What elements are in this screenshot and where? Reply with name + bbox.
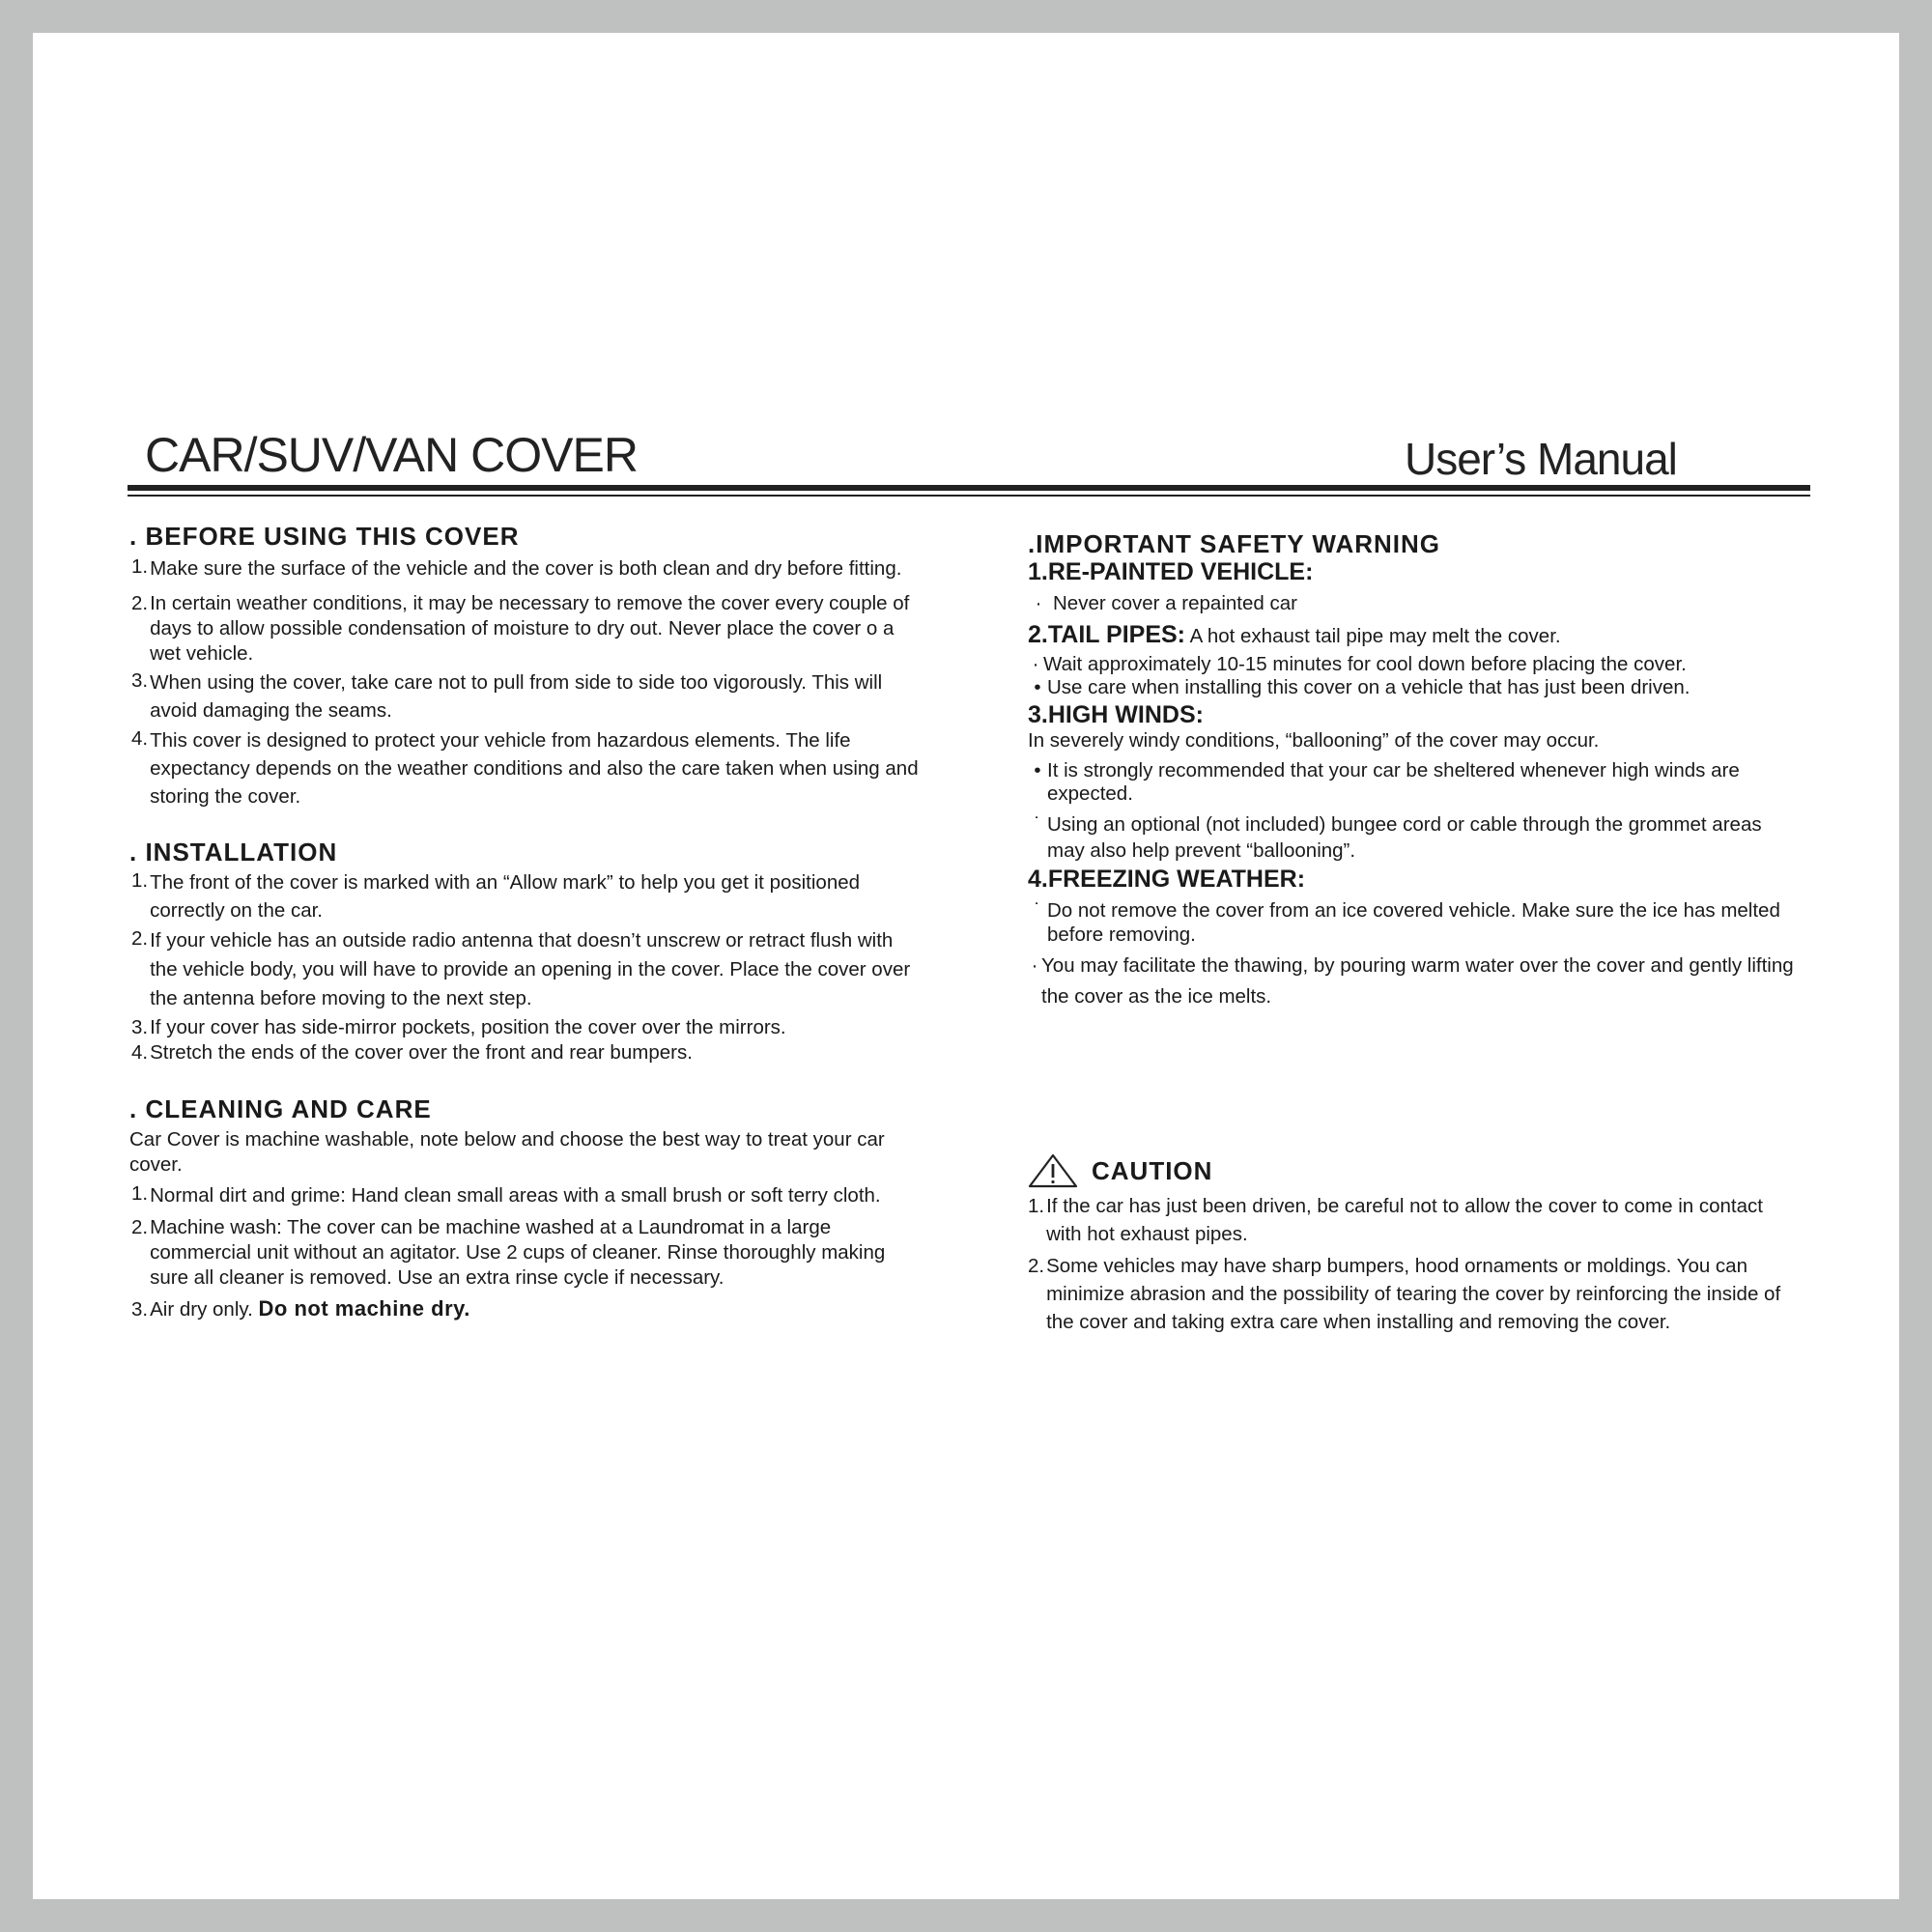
bullet-text: Use care when installing this cover on a vehicle that has just been driven. — [1047, 676, 1690, 698]
bullet-item — [1028, 898, 1801, 947]
bullet-mark: ˙ — [1034, 899, 1041, 922]
list-item — [1028, 1192, 1801, 1248]
subsection-title-high-winds: 3.HIGH WINDS: — [1028, 701, 1204, 728]
section-before-using — [129, 522, 922, 810]
list-item — [131, 926, 922, 1013]
section-heading: CAUTION — [1092, 1156, 1213, 1185]
item-text: Normal dirt and grime: Hand clean small areas with a small brush or soft terry cloth. — [150, 1184, 881, 1207]
item-number: 1. — [131, 869, 149, 892]
document-subtitle: User’s Manual — [1405, 434, 1677, 484]
bullet-text: It is strongly recommended that your car be sheltered whenever high winds are expected. — [1047, 759, 1740, 805]
subsection-intro: In severely windy conditions, “ballooning” of the cover may occur. — [1028, 729, 1600, 752]
bullet-mark: · — [1035, 592, 1042, 614]
item-number: 2. — [1028, 1255, 1045, 1277]
item-text-wrap — [150, 1296, 922, 1322]
list-item — [131, 1015, 922, 1040]
section-heading: . INSTALLATION — [129, 838, 338, 867]
item-text: When using the cover, take care not to pull from side to side too vigorously. This will avoid damaging the seams. — [150, 671, 883, 722]
list-item — [131, 1181, 922, 1209]
list-item — [131, 726, 922, 810]
item-number: 1. — [1028, 1195, 1045, 1217]
left-column — [129, 522, 922, 1322]
section-caution — [1028, 1153, 1801, 1336]
bullet-text: Using an optional (not included) bungee cord or cable through the grommet areas may also help prevent “ballooning”. — [1047, 813, 1762, 862]
list-item — [131, 591, 922, 667]
subsection-title-tail-pipes: 2.TAIL PIPES: — [1028, 621, 1186, 648]
subsection-title-freezing: 4.FREEZING WEATHER: — [1028, 866, 1306, 893]
bullet-item — [1028, 811, 1801, 864]
item-number: 2. — [131, 1216, 149, 1238]
item-number: 3. — [131, 1298, 149, 1321]
warning-triangle-icon — [1028, 1153, 1078, 1188]
emphasis-text: Do not machine dry. — [258, 1296, 470, 1321]
item-number: 2. — [131, 927, 149, 950]
list-item — [131, 1040, 922, 1065]
bullet-mark: ˙ — [1034, 813, 1041, 836]
section-heading: . BEFORE USING THIS COVER — [129, 522, 520, 551]
item-number: 3. — [131, 1016, 149, 1038]
item-text: This cover is designed to protect your vehicle from hazardous elements. The life expectancy depends on the weather conditions and also the care taken when using and storing the cover. — [150, 729, 919, 808]
section-heading: . CLEANING AND CARE — [129, 1094, 432, 1123]
item-text: Stretch the ends of the cover over the front and rear bumpers. — [150, 1041, 693, 1064]
bullet-item — [1028, 759, 1801, 806]
bullet-mark: · — [1032, 653, 1039, 675]
item-text: The front of the cover is marked with an “Allow mark” to help you get it positioned correctly on the car. — [150, 871, 861, 922]
bullet-text: Wait approximately 10-15 minutes for cool down before placing the cover. — [1043, 653, 1687, 675]
list-item — [131, 554, 922, 583]
bullet-text: You may facilitate the thawing, by pouring warm water over the cover and gently lifting the cover as the ice melts. — [1041, 954, 1794, 1008]
subsection-tail-pipes — [1028, 622, 1801, 649]
item-number: 4. — [131, 1041, 149, 1064]
item-number: 1. — [131, 555, 149, 578]
subsection-inline-text: A hot exhaust tail pipe may melt the cover. — [1185, 625, 1561, 647]
bullet-item — [1028, 951, 1801, 1012]
section-heading: .IMPORTANT SAFETY WARNING — [1028, 529, 1441, 558]
item-text: If your cover has side-mirror pockets, position the cover over the mirrors. — [150, 1016, 786, 1038]
section-intro: Car Cover is machine washable, note below and choose the best way to treat your car cover. — [129, 1128, 885, 1176]
item-text: If the car has just been driven, be careful not to allow the cover to come in contact with hot exhaust pipes. — [1046, 1195, 1763, 1245]
section-installation — [129, 838, 922, 1065]
section-cleaning — [129, 1094, 922, 1322]
bullet-mark: · — [1031, 954, 1038, 977]
item-number: 3. — [131, 669, 149, 692]
bullet-item — [1028, 676, 1801, 699]
header-rule-thin — [128, 495, 1810, 497]
list-item — [131, 1296, 922, 1322]
item-text: In certain weather conditions, it may be necessary to remove the cover every couple of days to allow possible condensation of moisture to dry out. Never place the cover o a wet vehicle. — [150, 592, 910, 665]
item-number: 4. — [131, 727, 149, 750]
document-title: CAR/SUV/VAN COVER — [145, 428, 638, 482]
list-item — [1028, 1252, 1801, 1336]
right-column — [1028, 529, 1801, 1333]
item-text: Air dry only. — [150, 1298, 259, 1321]
bullet-text: Never cover a repainted car — [1053, 592, 1297, 614]
item-number: 2. — [131, 592, 149, 614]
list-item — [131, 868, 922, 924]
bullet-mark: • — [1034, 759, 1041, 781]
list-item — [131, 668, 922, 724]
bullet-text: Do not remove the cover from an ice covered vehicle. Make sure the ice has melted before removing. — [1047, 899, 1780, 946]
list-item — [131, 1215, 922, 1291]
subsection-title-repainted: 1.RE-PAINTED VEHICLE: — [1028, 558, 1314, 585]
section-safety — [1028, 529, 1801, 1012]
item-text: Machine wash: The cover can be machine washed at a Laundromat in a large commercial unit without an agitator. Use 2 cups of cleaner. Rinse thoroughly making sure all cleaner is removed. Use an extra rinse cycle if necessary. — [150, 1216, 886, 1289]
bullet-mark: • — [1034, 676, 1041, 698]
item-text: Some vehicles may have sharp bumpers, hood ornaments or moldings. You can minimize abrasion and the possibility of tearing the cover by reinforcing the inside of the cover and taking extra care when installing and removing the cover. — [1046, 1255, 1781, 1333]
bullet-item — [1028, 591, 1801, 616]
header-rule-thick — [128, 485, 1810, 491]
bullet-item — [1028, 653, 1801, 676]
item-text: If your vehicle has an outside radio antenna that doesn’t unscrew or retract flush with the vehicle body, you will have to provide an opening in the cover. Place the cover over the antenna before moving to the next step. — [150, 929, 911, 1009]
item-text: Make sure the surface of the vehicle and the cover is both clean and dry before fitting. — [150, 557, 902, 580]
item-number: 1. — [131, 1182, 149, 1205]
caution-heading-row — [1028, 1153, 1801, 1188]
